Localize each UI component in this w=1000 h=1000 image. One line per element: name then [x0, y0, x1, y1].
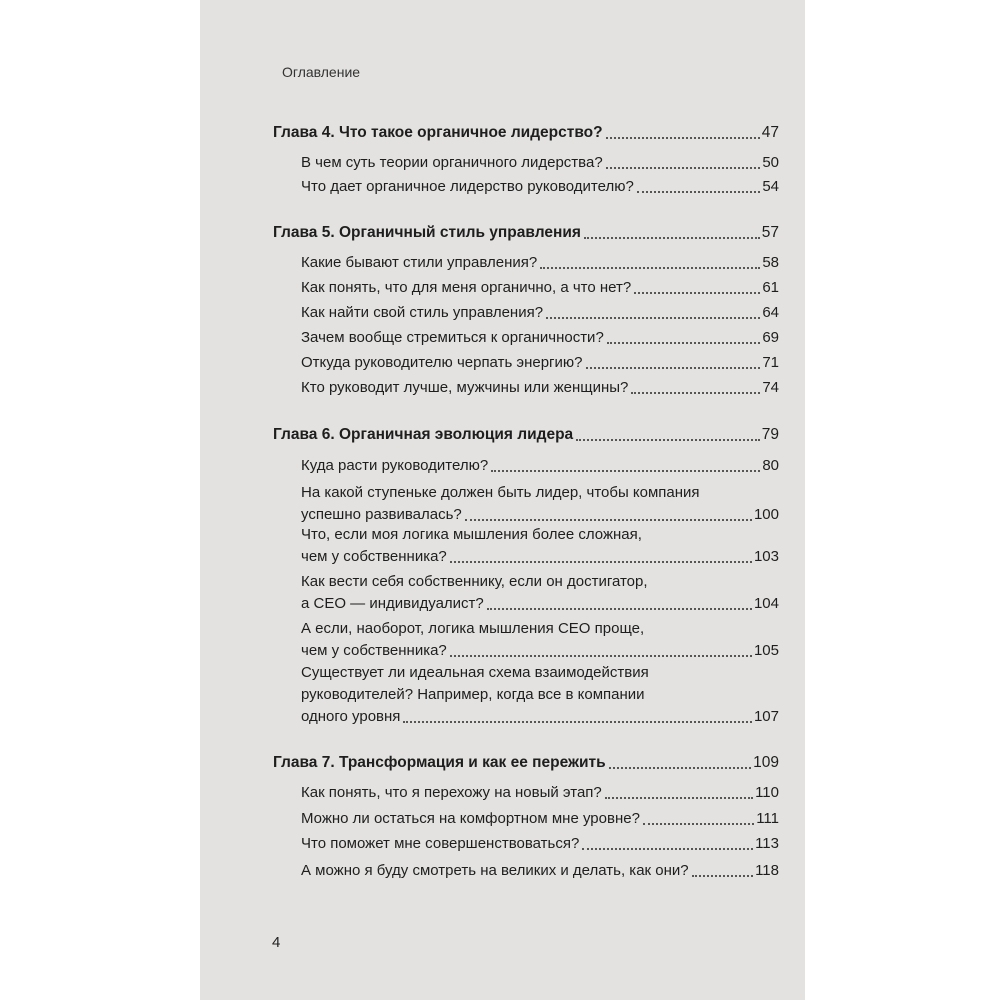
running-head: Оглавление: [282, 64, 361, 80]
leader-dots: [634, 291, 760, 294]
toc-title: Глава 7. Трансформация и как ее пережить: [273, 754, 606, 771]
toc-title: Как понять, что я перехожу на новый этап?: [301, 784, 602, 801]
toc-title: чем у собственника?: [301, 642, 447, 659]
toc-page-number: 61: [762, 279, 779, 296]
toc-title: Куда расти руководителю?: [301, 457, 489, 474]
leader-dots: [692, 874, 753, 877]
toc-entry-21[interactable]: [301, 860, 779, 882]
leader-dots: [491, 469, 760, 472]
toc-title: одного уровня: [301, 708, 401, 725]
toc-entry-12-line-1: На какой ступеньке должен быть лидер, чтобы компания: [301, 484, 700, 501]
toc-page-number: 74: [762, 379, 779, 396]
leader-dots: [450, 654, 752, 657]
toc-chapter-10[interactable]: [273, 424, 779, 446]
toc-title: Глава 4. Что такое органичное лидерство?: [273, 124, 603, 141]
toc-entry-6[interactable]: [301, 302, 779, 324]
leader-dots: [605, 796, 753, 799]
toc-chapter-17[interactable]: [273, 752, 779, 774]
leader-dots: [546, 316, 760, 319]
toc-page-number: 109: [753, 754, 779, 771]
toc-entry-2[interactable]: [301, 176, 779, 198]
toc-entry-9[interactable]: [301, 377, 779, 399]
toc-page-number: 47: [761, 124, 779, 141]
toc-entry-15-line-1: А если, наоборот, логика мышления СЕО проще,: [301, 620, 645, 637]
toc-entry-7[interactable]: [301, 327, 779, 349]
toc-page-number: 64: [762, 304, 779, 321]
toc-title: В чем суть теории органичного лидерства?: [301, 154, 603, 171]
toc-page-number: 111: [756, 810, 779, 827]
toc-chapter-0[interactable]: [273, 122, 779, 144]
toc-title: Откуда руководителю черпать энергию?: [301, 354, 583, 371]
toc-entry-19[interactable]: [301, 808, 779, 830]
toc-entry-20[interactable]: [301, 833, 779, 855]
toc-page-number: 107: [753, 708, 779, 725]
toc-title: Глава 5. Органичный стиль управления: [273, 224, 581, 241]
leader-dots: [631, 391, 760, 394]
toc-page-number: 103: [753, 548, 779, 565]
toc-title: Какие бывают стили управления?: [301, 254, 538, 271]
toc-title: Зачем вообще стремиться к органичности?: [301, 329, 604, 346]
leader-dots: [450, 560, 752, 563]
toc-entry-15[interactable]: [301, 640, 779, 662]
toc-entry-13[interactable]: [301, 546, 779, 568]
toc-title: Что дает органичное лидерство руководителю?: [301, 178, 634, 195]
toc-page-number: 79: [761, 426, 779, 443]
toc-title: чем у собственника?: [301, 548, 447, 565]
leader-dots: [586, 366, 761, 369]
toc-entry-8[interactable]: [301, 352, 779, 374]
leader-dots: [637, 190, 761, 193]
toc-entry-18[interactable]: [301, 782, 779, 804]
toc-page-number: 54: [762, 178, 779, 195]
toc-entry-14-line-1: Как вести себя собственнику, если он достигатор,: [301, 573, 648, 590]
toc-chapter-3[interactable]: [273, 222, 779, 244]
toc-title: успешно развивалась?: [301, 506, 462, 523]
toc-entry-4[interactable]: [301, 252, 779, 274]
page-number: 4: [272, 934, 281, 951]
toc-title: Как понять, что для меня органично, а что нет?: [301, 279, 632, 296]
leader-dots: [643, 822, 754, 825]
toc-page-number: 71: [762, 354, 779, 371]
toc-entry-16[interactable]: [301, 706, 779, 728]
toc-entry-13-line-1: Что, если моя логика мышления более сложная,: [301, 526, 642, 543]
toc-title: Глава 6. Органичная эволюция лидера: [273, 426, 574, 443]
toc-title: Что поможет мне совершенствоваться?: [301, 835, 580, 852]
toc-page-number: 113: [755, 835, 779, 852]
toc-entry-1[interactable]: [301, 152, 779, 174]
leader-dots: [487, 607, 752, 610]
leader-dots: [576, 438, 760, 441]
leader-dots: [606, 136, 760, 139]
toc-page-number: 100: [753, 506, 779, 523]
leader-dots: [607, 341, 761, 344]
toc-entry-12[interactable]: [301, 504, 779, 526]
toc-title: Кто руководит лучше, мужчины или женщины?: [301, 379, 629, 396]
leader-dots: [540, 266, 760, 269]
toc-page-number: 110: [755, 784, 779, 801]
leader-dots: [465, 518, 752, 521]
toc-page-number: 80: [762, 457, 779, 474]
toc-entry-5[interactable]: [301, 277, 779, 299]
leader-dots: [582, 847, 753, 850]
toc-entry-16-line-2: руководителей? Например, когда все в компании: [301, 686, 645, 703]
toc-title: А можно я буду смотреть на великих и делать, как они?: [301, 862, 689, 879]
toc-page-number: 118: [755, 862, 779, 879]
toc-entry-14[interactable]: [301, 593, 779, 615]
toc-entry-11[interactable]: [301, 455, 779, 477]
toc-page-number: 57: [761, 224, 779, 241]
leader-dots: [403, 720, 752, 723]
toc-title: а СЕО — индивидуалист?: [301, 595, 484, 612]
leader-dots: [606, 166, 761, 169]
toc-page-number: 104: [753, 595, 779, 612]
toc-page-number: 105: [753, 642, 779, 659]
leader-dots: [609, 766, 752, 769]
toc-entry-16-line-1: Существует ли идеальная схема взаимодействия: [301, 664, 649, 681]
toc-page-number: 50: [762, 154, 779, 171]
toc-page-number: 69: [762, 329, 779, 346]
toc-title: Можно ли остаться на комфортном мне уровне?: [301, 810, 640, 827]
toc-title: Как найти свой стиль управления?: [301, 304, 544, 321]
leader-dots: [584, 236, 760, 239]
toc-page-number: 58: [762, 254, 779, 271]
